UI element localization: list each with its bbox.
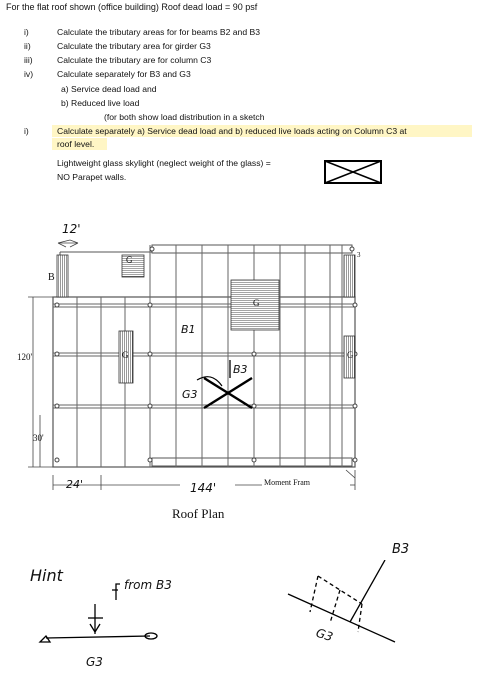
hint-b3-right: B3 — [392, 542, 410, 557]
task-text-5-line1: Calculate separately a) Service dead load and b) reduced live loads acting on Column C3 at — [57, 126, 407, 136]
brace-left-top — [57, 255, 68, 297]
label-b1: B1 — [181, 323, 196, 336]
task-text-5-line2: roof level. — [57, 139, 95, 149]
subtask-note: (for both show load distribution in a sketch — [104, 112, 265, 122]
label-g-center: G — [253, 298, 260, 308]
label-g-mid: G — [122, 350, 129, 360]
task-num-3: iii) — [24, 55, 33, 65]
hint-g3-right: G3 — [314, 625, 335, 645]
task-text-1: Calculate the tributary areas for for beams B2 and B3 — [57, 27, 261, 37]
skylight-symbol-icon — [324, 160, 384, 186]
task-num-2: ii) — [24, 41, 31, 51]
roof-plan-title: Roof Plan — [172, 506, 225, 521]
label-c3: 3 — [357, 251, 361, 259]
label-b3: B3 — [233, 363, 248, 376]
task-text-3: Calculate the tributary are for column C3 — [57, 55, 212, 65]
task-text-2: Calculate the tributary area for girder G3 — [57, 41, 211, 51]
label-g3: G3 — [182, 388, 198, 401]
hint-label: Hint — [30, 566, 63, 585]
task-text-4: Calculate separately for B3 and G3 — [57, 69, 191, 79]
dim-bottom-left-label: 24' — [66, 478, 84, 491]
moment-frame-label: Moment Fram — [264, 478, 310, 487]
brace-right-top — [344, 255, 355, 297]
task-num-5: i) — [24, 126, 29, 136]
task-num-1: i) — [24, 27, 29, 37]
subtask-a: a) Service dead load and — [61, 84, 157, 94]
problem-header: For the flat roof shown (office building) Roof dead load = 90 psf — [6, 2, 258, 12]
dim-bay-label: 30' — [33, 433, 44, 443]
label-g-top: G — [126, 255, 133, 265]
plan-outline — [53, 297, 355, 467]
task-num-4: iv) — [24, 69, 34, 79]
skylight-note: Lightweight glass skylight (neglect weight of the glass) = — [57, 158, 271, 168]
label-g-right: G — [347, 350, 354, 360]
dim-top-label: 12' — [62, 222, 81, 236]
dim-left-label: 120' — [17, 352, 33, 362]
label-b-left: B — [48, 272, 55, 283]
hint-from-b3: from B3 — [124, 578, 172, 592]
hint-g3-left: G3 — [86, 655, 103, 669]
subtask-b: b) Reduced live load — [61, 98, 140, 108]
hint-sketch — [0, 560, 496, 700]
dim-bottom-label: 144' — [190, 481, 217, 495]
parapet-note: NO Parapet walls. — [57, 172, 127, 182]
